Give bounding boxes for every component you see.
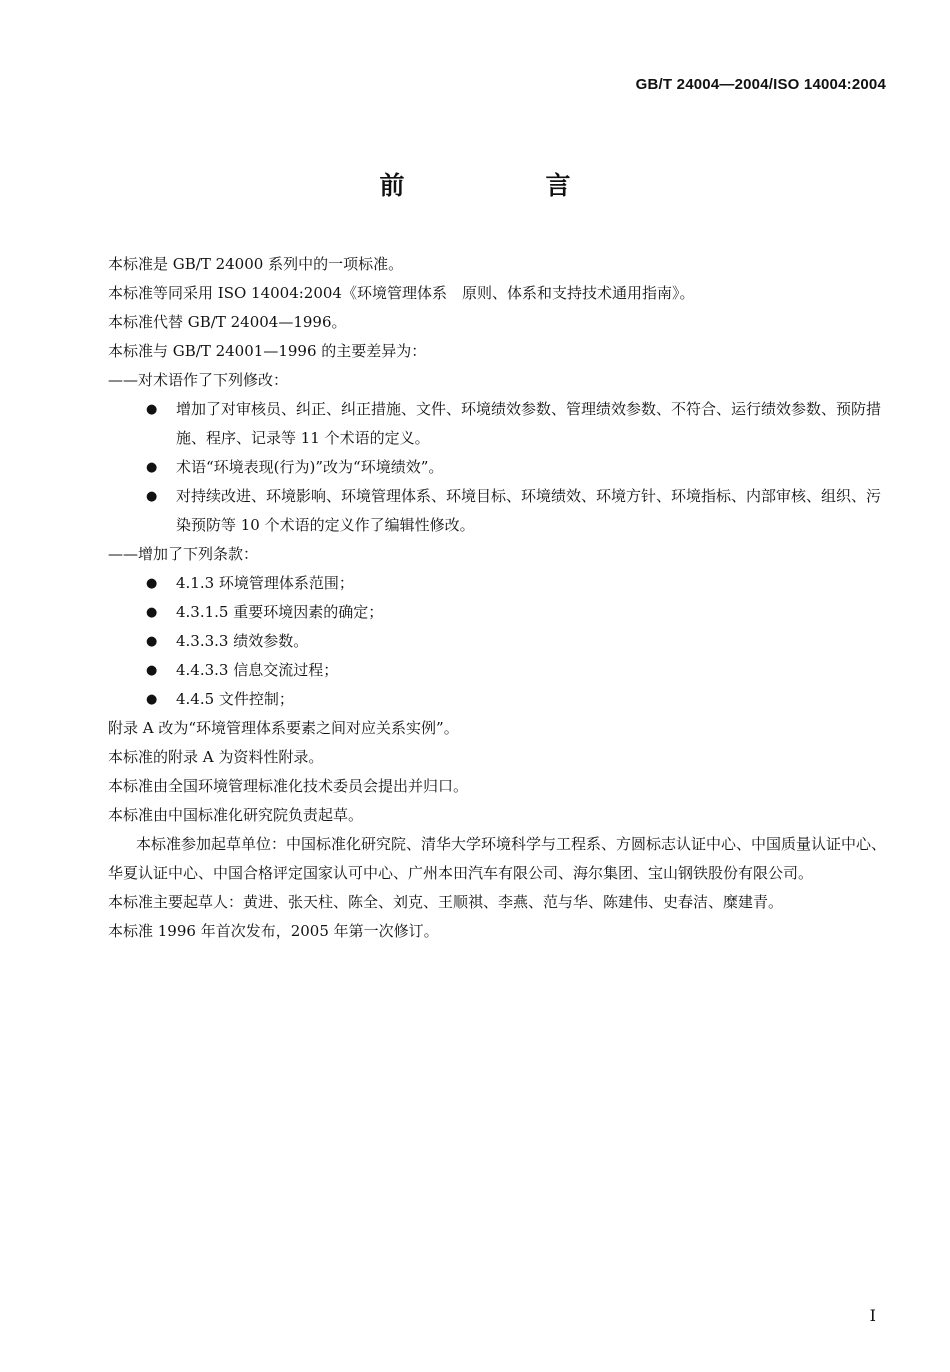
section-clauses-heading: ——增加了下列条款： bbox=[108, 545, 259, 563]
list-item-text: 术语“环境表现(行为)”改为“环境绩效”。 bbox=[176, 458, 444, 476]
bullet-icon: ● bbox=[146, 634, 158, 649]
paragraph-2: 本标准等同采用 ISO 14004:2004《环境管理体系 原则、体系和支持技术通用指南》。 bbox=[108, 284, 695, 302]
list-item bbox=[108, 395, 893, 453]
paragraph-7: 本标准由全国环境管理标准化技术委员会提出并归口。 bbox=[108, 777, 469, 795]
list-item bbox=[108, 453, 893, 482]
standard-code-header: GB/T 24004—2004/ISO 14004:2004 bbox=[635, 76, 886, 93]
paragraph-10: 本标准主要起草人：黄进、张天柱、陈全、刘克、王顺祺、李燕、范与华、陈建伟、史春洁、糜建青。 bbox=[108, 893, 784, 911]
list-item-text: 4.1.3 环境管理体系范围； bbox=[176, 574, 354, 592]
paragraph-8: 本标准由中国标准化研究院负责起草。 bbox=[108, 806, 364, 824]
paragraph-3: 本标准代替 GB/T 24004—1996。 bbox=[108, 313, 347, 331]
bullet-icon: ● bbox=[146, 692, 158, 707]
list-item-text: 增加了对审核员、纠正、纠正措施、文件、环境绩效参数、管理绩效参数、不符合、运行绩效参数、预防措施、程序、记录等 11 个术语的定义。 bbox=[176, 400, 882, 447]
bullet-icon: ● bbox=[146, 663, 158, 678]
page-title: 前 言 bbox=[379, 171, 629, 200]
list-item-text: 对持续改进、环境影响、环境管理体系、环境目标、环境绩效、环境方针、环境指标、内部审核、组织、污染预防等 10 个术语的定义作了编辑性修改。 bbox=[176, 487, 882, 534]
paragraph-11: 本标准 1996 年首次发布，2005 年第一次修订。 bbox=[108, 922, 439, 940]
list-item bbox=[108, 656, 893, 685]
list-item bbox=[108, 627, 893, 656]
bullet-icon: ● bbox=[146, 402, 158, 417]
paragraph-9: 本标准参加起草单位：中国标准化研究院、清华大学环境科学与工程系、方圆标志认证中心、中国质量认证中心、华夏认证中心、中国合格评定国家认可中心、广州本田汽车有限公司、海尔集团、宝山钢铁股份有限公司。 bbox=[108, 835, 887, 882]
paragraph-1: 本标准是 GB/T 24000 系列中的一项标准。 bbox=[108, 255, 404, 273]
bullet-icon: ● bbox=[146, 489, 158, 504]
paragraph-4: 本标准与 GB/T 24001—1996 的主要差异为： bbox=[108, 342, 427, 360]
document-body bbox=[108, 250, 893, 946]
page-number: I bbox=[869, 1306, 876, 1325]
list-item-text: 4.3.1.5 重要环境因素的确定； bbox=[176, 603, 384, 621]
section-terms-heading: ——对术语作了下列修改： bbox=[108, 371, 289, 389]
list-item bbox=[108, 685, 893, 714]
paragraph-5: 附录 A 改为“环境管理体系要素之间对应关系实例”。 bbox=[108, 719, 459, 737]
list-item-text: 4.3.3.3 绩效参数。 bbox=[176, 632, 309, 650]
list-item-text: 4.4.5 文件控制； bbox=[176, 690, 294, 708]
bullet-icon: ● bbox=[146, 605, 158, 620]
list-item bbox=[108, 482, 893, 540]
list-item bbox=[108, 598, 893, 627]
paragraph-6: 本标准的附录 A 为资料性附录。 bbox=[108, 748, 324, 766]
list-item bbox=[108, 569, 893, 598]
bullet-icon: ● bbox=[146, 576, 158, 591]
bullet-icon: ● bbox=[146, 460, 158, 475]
list-item-text: 4.4.3.3 信息交流过程； bbox=[176, 661, 339, 679]
